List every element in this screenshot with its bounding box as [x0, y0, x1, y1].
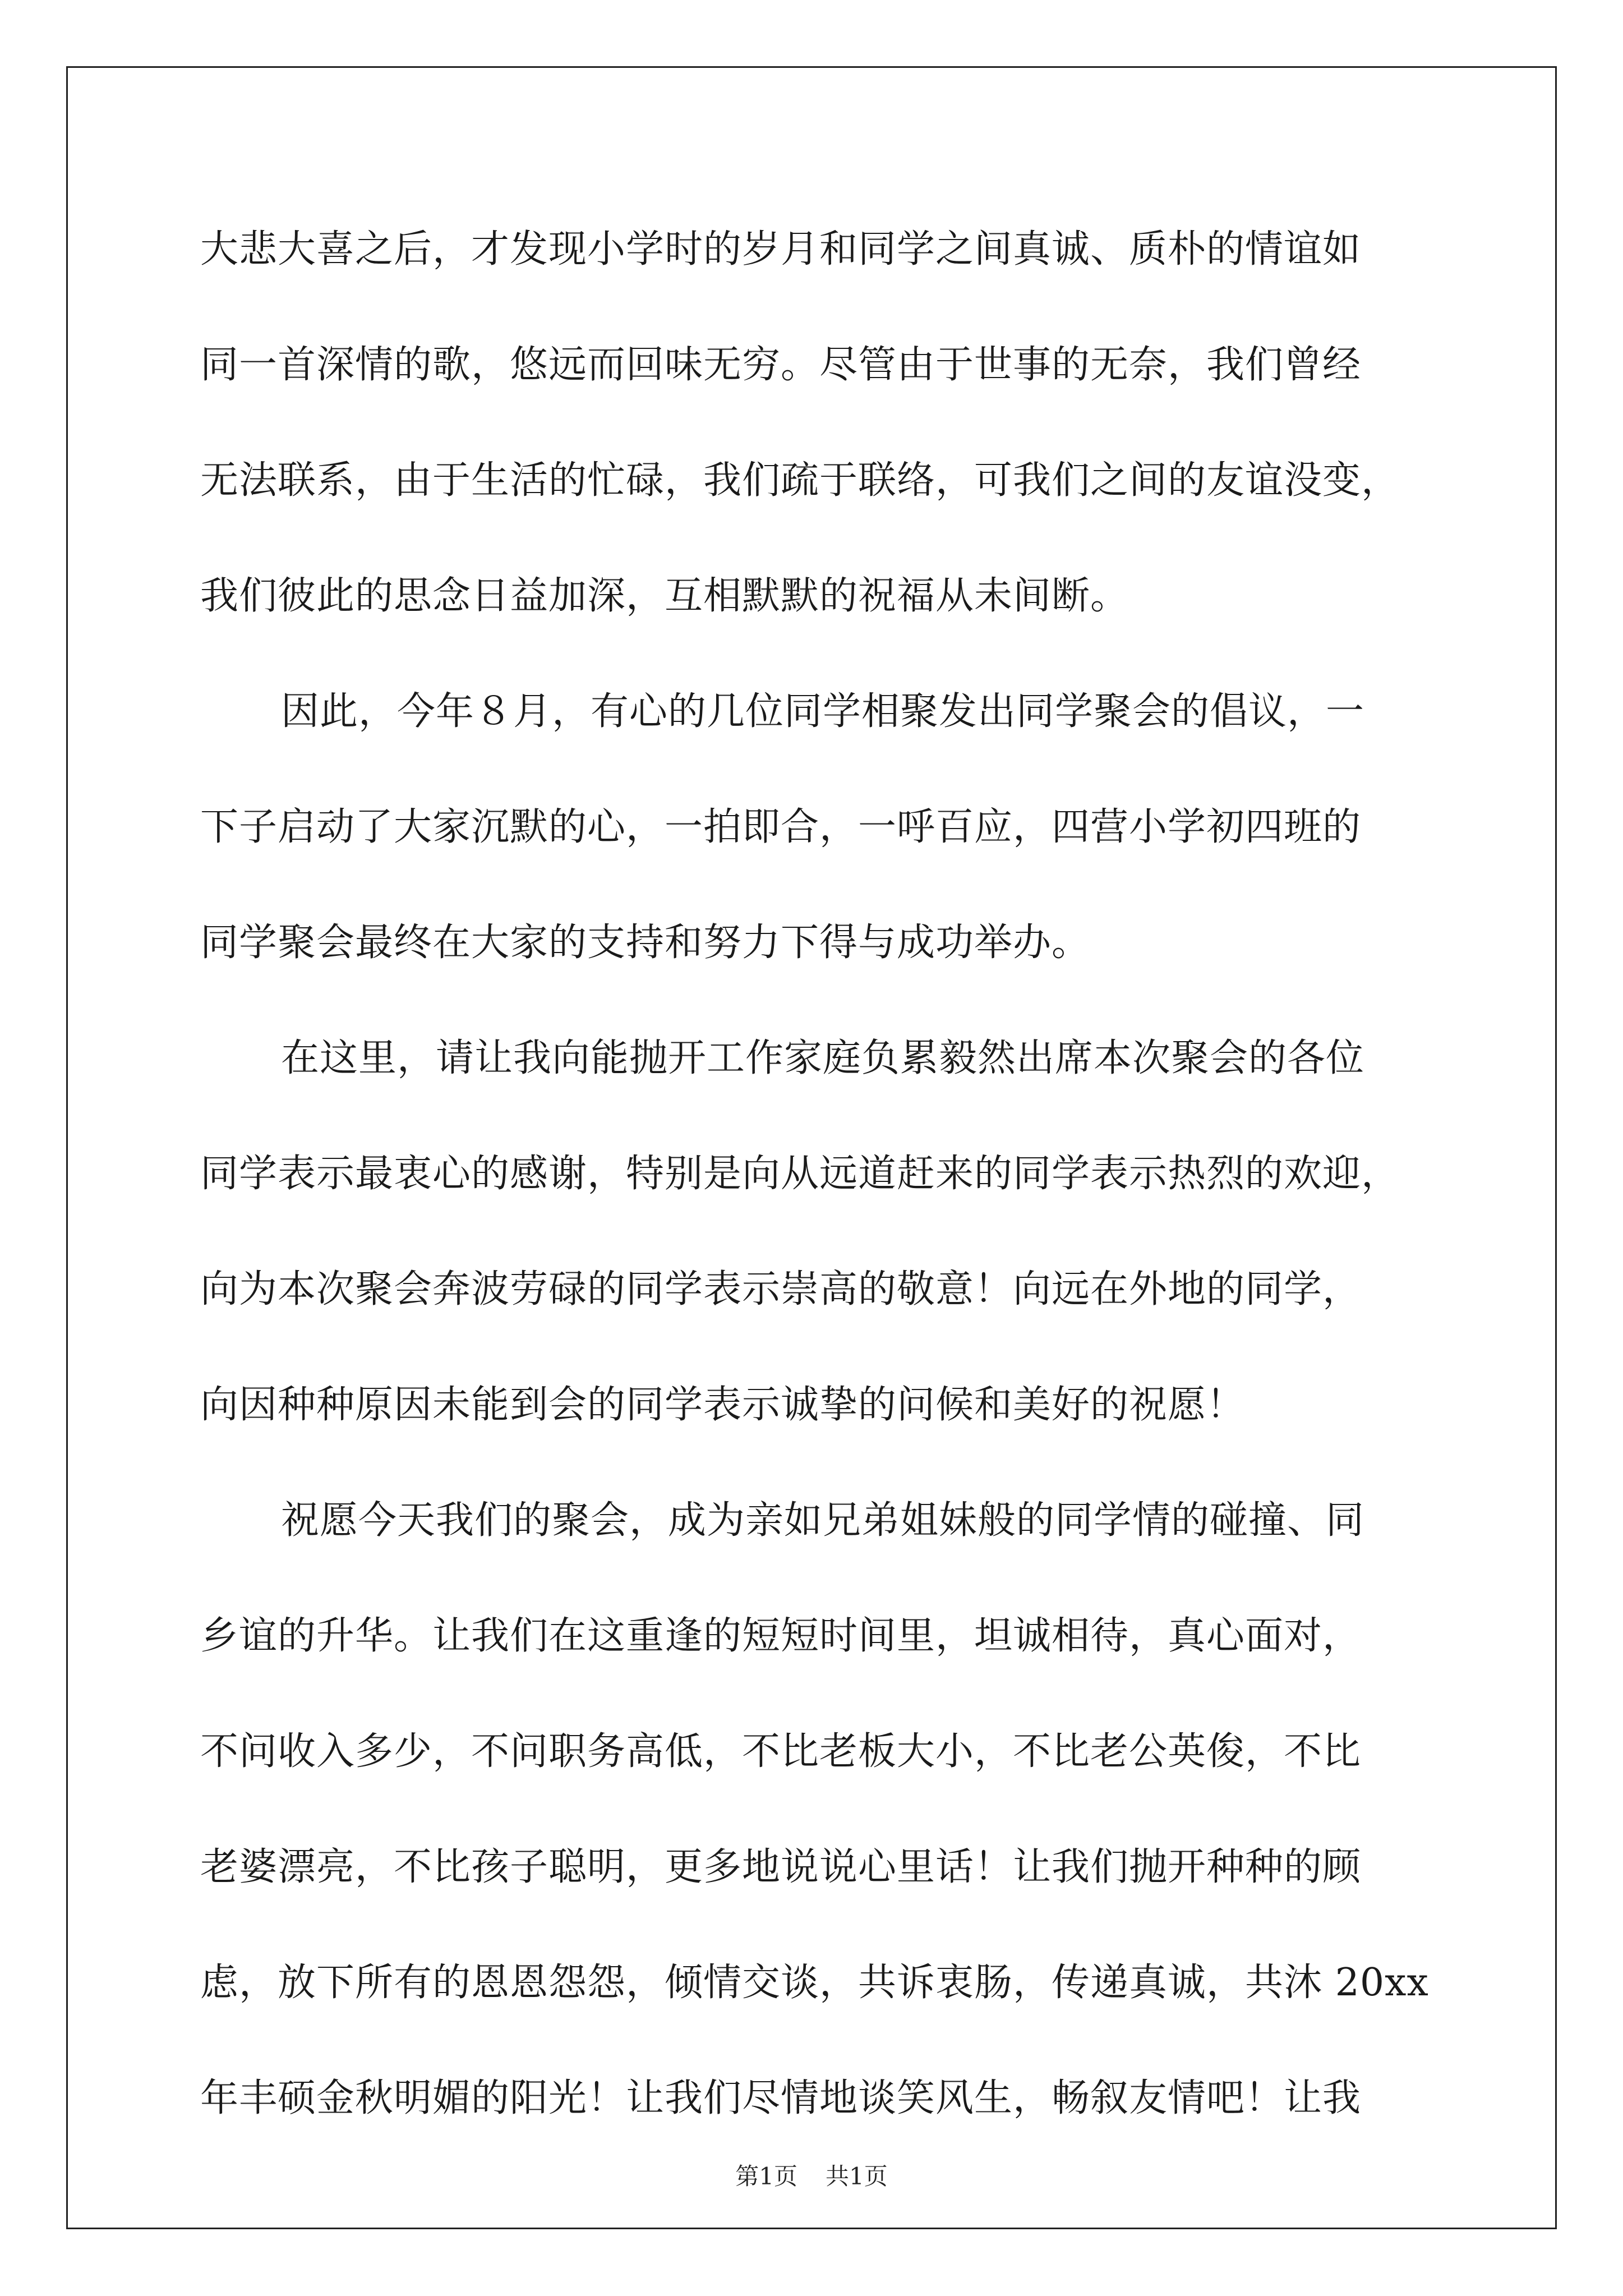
text-line: 同学聚会最终在大家的支持和努力下得与成功举办。 — [200, 921, 1091, 965]
text-line: 同学表示最衷心的感谢，特别是向从远道赶来的同学表示热烈的欢迎， — [200, 1152, 1400, 1196]
text-line: 下子启动了大家沉默的心，一拍即合，一呼百应，四营小学初四班的 — [200, 805, 1362, 849]
text-line: 向为本次聚会奔波劳碌的同学表示崇高的敬意！向远在外地的同学， — [200, 1267, 1362, 1312]
text-line: 老婆漂亮，不比孩子聪明，更多地说说心里话！让我们抛开种种的顾 — [200, 1845, 1362, 1889]
page-number: 第1页 — [735, 2162, 797, 2190]
page-total: 共1页 — [826, 2162, 888, 2190]
paragraph-first-line: 因此，今年８月，有心的几位同学相聚发出同学聚会的倡议，一 — [281, 689, 1365, 734]
text-line: 虑，放下所有的恩恩怨怨，倾情交谈，共诉衷肠，传递真诚，共沐 20xx — [200, 1961, 1429, 2005]
text-line: 向因种种原因未能到会的同学表示诚挚的问候和美好的祝愿！ — [200, 1383, 1246, 1427]
text-line: 年丰硕金秋明媚的阳光！让我们尽情地谈笑风生，畅叙友情吧！让我 — [200, 2076, 1362, 2120]
page-footer — [0, 2160, 1623, 2193]
paragraph-first-line: 在这里，请让我向能抛开工作家庭负累毅然出席本次聚会的各位 — [281, 1036, 1365, 1080]
text-line: 不问收入多少，不问职务高低，不比老板大小，不比老公英俊，不比 — [200, 1729, 1362, 1774]
text-line: 无法联系，由于生活的忙碌，我们疏于联络，可我们之间的友谊没变， — [200, 458, 1400, 503]
text-line: 乡谊的升华。让我们在这重逢的短短时间里，坦诚相待，真心面对， — [200, 1614, 1362, 1658]
text-line: 我们彼此的思念日益加深，互相默默的祝福从未间断。 — [200, 574, 1129, 618]
text-line: 同一首深情的歌，悠远而回味无穷。尽管由于世事的无奈，我们曾经 — [200, 343, 1362, 387]
paragraph-first-line: 祝愿今天我们的聚会，成为亲如兄弟姐妹般的同学情的碰撞、同 — [281, 1498, 1365, 1543]
text-line: 大悲大喜之后，才发现小学时的岁月和同学之间真诚、质朴的情谊如 — [200, 227, 1362, 272]
